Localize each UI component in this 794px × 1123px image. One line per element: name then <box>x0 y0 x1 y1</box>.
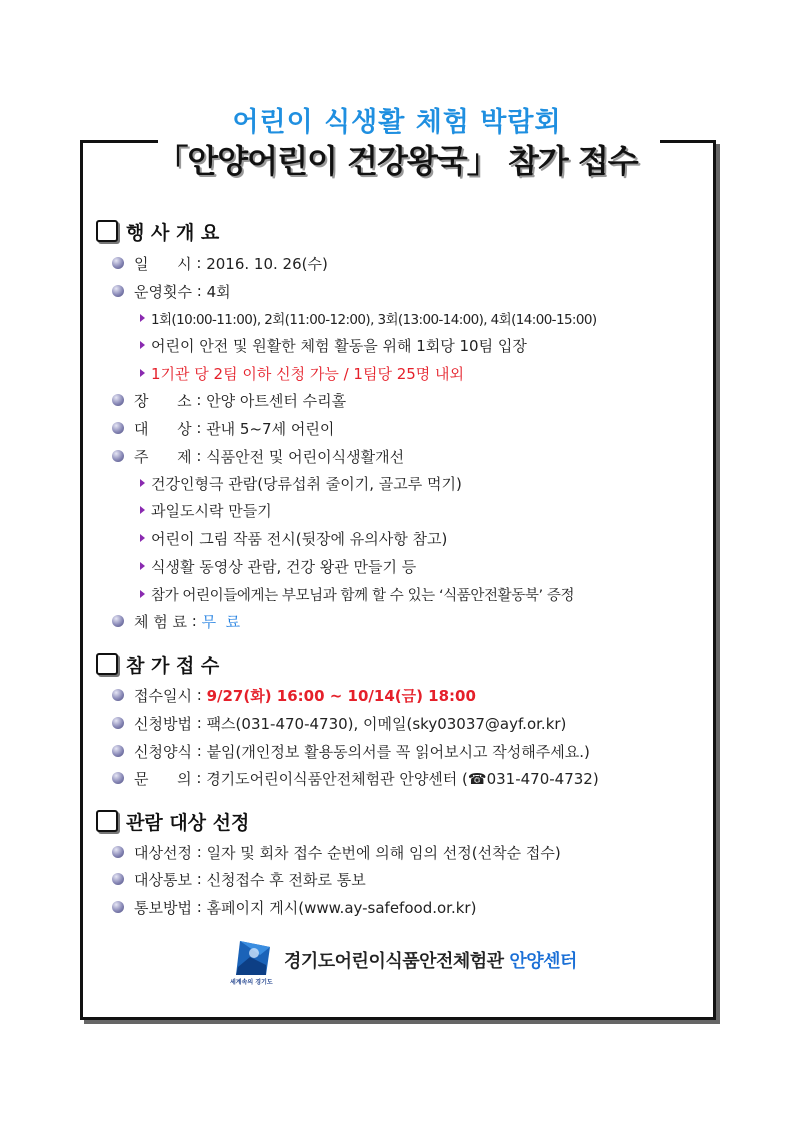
checkbox-icon <box>96 810 118 832</box>
triangle-bullet-icon <box>140 562 145 570</box>
sub-item-puppet-show: 건강인형극 관람(당류섭취 줄이기, 골고루 먹기) <box>140 472 462 494</box>
sub-item-limit-notice: 1기관 당 2팀 이하 신청 가능 / 1팀당 25명 내외 <box>140 362 464 384</box>
info-row-theme: 주 제 : 식품안전 및 어린이식생활개선 <box>112 445 404 467</box>
row-value: 관내 5~7세 어린이 <box>206 419 335 438</box>
info-row-application-method: 신청방법 : 팩스(031-470-4730), 이메일(sky03037@ayf.or.kr) <box>112 712 566 734</box>
emblem-caption: 세계속의 경기도 <box>230 979 273 986</box>
row-value: 경기도어린이식품안전체험관 안양센터 (☎031-470-4732) <box>206 769 599 788</box>
triangle-bullet-icon <box>140 590 145 598</box>
row-value: 팩스(031-470-4730), 이메일(sky03037@ayf.or.kr) <box>206 714 567 733</box>
bullet-icon <box>112 689 124 701</box>
row-value: 무 료 <box>201 612 241 631</box>
sub-item-fruit-lunchbox: 과일도시락 만들기 <box>140 499 272 521</box>
info-row-notification-method: 통보방법 : 홈페이지 게시(www.ay-safefood.or.kr) <box>112 896 476 918</box>
triangle-bullet-icon <box>140 506 145 514</box>
row-label: 접수일시 <box>134 686 192 705</box>
row-value: 일자 및 회차 접수 순번에 의해 임의 선정(선착순 접수) <box>206 843 561 862</box>
checkbox-icon <box>96 653 118 675</box>
bullet-icon <box>112 285 124 297</box>
row-value: 9/27(화) 16:00 ~ 10/14(금) 18:00 <box>206 686 476 705</box>
info-row-registration-period: 접수일시 : 9/27(화) 16:00 ~ 10/14(금) 18:00 <box>112 684 476 706</box>
row-label: 일 시 <box>134 254 192 273</box>
organization-logo <box>230 937 577 986</box>
event-subtitle: 어린이 식생활 체험 박람회 <box>232 107 562 138</box>
section-heading-label: 행 사 개 요 <box>126 221 220 244</box>
row-label: 신청양식 <box>134 742 192 761</box>
row-value: 붙임(개인정보 활용동의서를 꼭 읽어보시고 작성해주세요.) <box>206 742 590 761</box>
row-value: 2016. 10. 26(수) <box>206 254 328 273</box>
row-label: 문 의 <box>134 769 192 788</box>
bullet-icon <box>112 772 124 784</box>
row-label: 운영횟수 <box>134 282 192 301</box>
info-row-inquiry: 문 의 : 경기도어린이식품안전체험관 안양센터 (☎031-470-4732) <box>112 767 599 789</box>
bullet-icon <box>112 450 124 462</box>
sub-item-art-exhibit: 어린이 그림 작품 전시(뒷장에 유의사항 참고) <box>140 527 447 549</box>
bullet-icon <box>112 394 124 406</box>
row-value: 신청접수 후 전화로 통보 <box>206 870 366 889</box>
row-value: 안양 아트센터 수리홀 <box>206 391 347 410</box>
triangle-bullet-icon <box>140 341 145 349</box>
row-label: 주 제 <box>134 447 192 466</box>
info-row-sessions: 운영횟수 : 4회 <box>112 280 231 302</box>
bullet-icon <box>112 257 124 269</box>
info-row-target: 대 상 : 관내 5~7세 어린이 <box>112 417 334 439</box>
section-heading-label: 관람 대상 선정 <box>126 811 250 834</box>
bullet-icon <box>112 873 124 885</box>
row-label: 장 소 <box>134 391 192 410</box>
row-value: 홈페이지 게시(www.ay-safefood.or.kr) <box>206 898 477 917</box>
row-label: 신청방법 <box>134 714 192 733</box>
triangle-bullet-icon <box>140 534 145 542</box>
triangle-bullet-icon <box>140 479 145 487</box>
bullet-icon <box>112 422 124 434</box>
checkbox-icon <box>96 220 118 242</box>
bullet-icon <box>112 615 124 627</box>
sub-item-video: 식생활 동영상 관람, 건강 왕관 만들기 등 <box>140 555 416 577</box>
row-label: 통보방법 <box>134 898 192 917</box>
info-row-fee: 체 험 료 : 무 료 <box>112 610 240 632</box>
sub-item-activity-book: 참가 어린이들에게는 부모님과 함께 할 수 있는 ‘식품안전활동북’ 증정 <box>140 583 574 605</box>
section-heading-registration <box>96 651 219 677</box>
info-row-notification: 대상통보 : 신청접수 후 전화로 통보 <box>112 868 366 890</box>
sub-item-schedule: 1회(10:00-11:00), 2회(11:00-12:00), 3회(13:00-14:00), 4회(14:00-15:00) <box>140 307 597 329</box>
bullet-icon <box>112 717 124 729</box>
section-heading-overview <box>96 218 219 244</box>
info-row-application-form: 신청양식 : 붙임(개인정보 활용동의서를 꼭 읽어보시고 작성해주세요.) <box>112 740 590 762</box>
row-label: 체 험 료 <box>134 612 188 631</box>
sub-item-capacity: 어린이 안전 및 원활한 체험 활동을 위해 1회당 10팀 입장 <box>140 334 527 356</box>
bullet-icon <box>112 901 124 913</box>
info-row-date: 일 시 : 2016. 10. 26(수) <box>112 252 328 274</box>
page-title: 「안양어린이 건강왕국」 참가 접수 <box>156 142 638 180</box>
gyeonggi-emblem-icon <box>230 937 276 986</box>
triangle-bullet-icon <box>140 314 145 322</box>
triangle-bullet-icon <box>140 369 145 377</box>
row-value: 식품안전 및 어린이식생활개선 <box>206 447 405 466</box>
info-row-location: 장 소 : 안양 아트센터 수리홀 <box>112 389 346 411</box>
row-label: 대상선정 <box>134 843 192 862</box>
bullet-icon <box>112 745 124 757</box>
bullet-icon <box>112 846 124 858</box>
section-heading-label: 참 가 접 수 <box>126 654 220 677</box>
info-row-selection: 대상선정 : 일자 및 회차 접수 순번에 의해 임의 선정(선착순 접수) <box>112 841 561 863</box>
row-label: 대 상 <box>134 419 192 438</box>
row-value: 4회 <box>206 282 231 301</box>
organization-name: 경기도어린이식품안전체험관 안양센터 <box>284 951 577 972</box>
organization-center: 안양센터 <box>509 951 577 972</box>
row-label: 대상통보 <box>134 870 192 889</box>
section-heading-selection <box>96 808 249 834</box>
